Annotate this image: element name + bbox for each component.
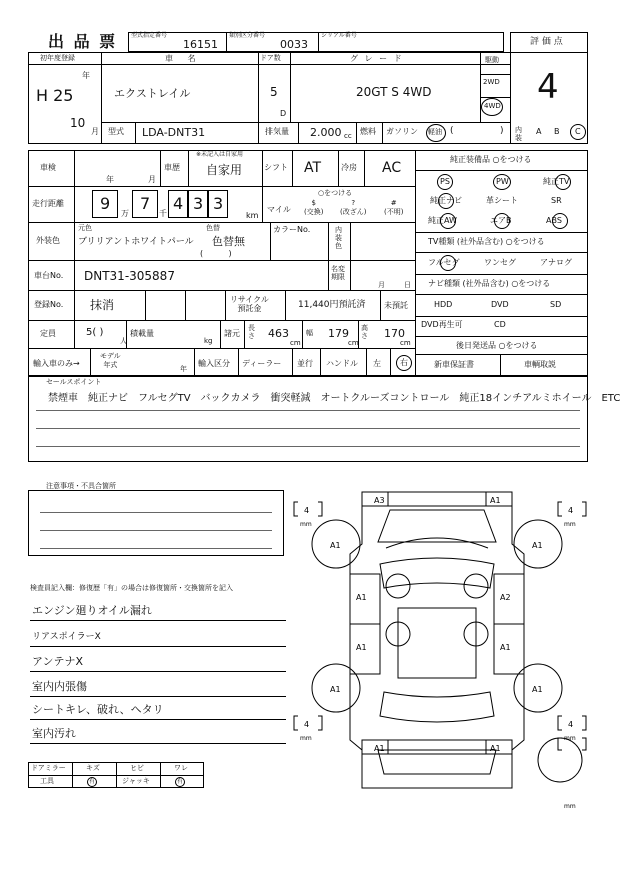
equip-abs-circle xyxy=(552,213,568,229)
odo-digit-3: 4 xyxy=(173,194,184,213)
navi-sd: SD xyxy=(550,300,562,309)
spare-mm: mm xyxy=(564,803,576,810)
inspection-nen: 年 xyxy=(106,175,114,184)
import-label: 輸入車のみ→ xyxy=(33,359,80,368)
displacement-value: 2.000 xyxy=(310,126,342,139)
tread-rl-mm: mm xyxy=(300,735,312,742)
odo-tampered: ? (改ざん) xyxy=(340,199,367,216)
equip-aw-circle xyxy=(440,213,456,229)
tread-rr: 4 xyxy=(568,720,574,729)
equip-pw: PW xyxy=(496,177,509,186)
car-name: エクストレイル xyxy=(114,87,191,100)
equip-ps-circle xyxy=(437,174,453,190)
equip-airbag: エアB xyxy=(490,216,512,225)
equip-aw: 純正AW xyxy=(428,216,457,225)
sales-point-label: セールスポイント xyxy=(46,378,102,386)
mark-door-fl: A1 xyxy=(356,593,367,602)
drive-label: 駆動 xyxy=(485,56,499,64)
interior-b: B xyxy=(554,127,560,136)
navi-cd: CD xyxy=(494,320,506,329)
first-reg-era: H 25 xyxy=(36,86,74,105)
import-parallel: 並行 xyxy=(297,359,313,368)
interior-label: 内装 xyxy=(515,126,522,142)
odo-sen: 千 xyxy=(159,209,167,218)
name-change-tsuki: 月 xyxy=(378,281,385,289)
mark-door-fr: A2 xyxy=(500,593,511,602)
repaint-label: 色替 xyxy=(206,224,220,232)
car-name-label: 車 名 xyxy=(165,54,202,63)
length-value: 463 xyxy=(268,327,289,340)
drive-2wd: 2WD xyxy=(483,78,500,86)
recycle-label: リサイクル 預託金 xyxy=(230,295,269,313)
cc-unit: cc xyxy=(344,132,352,140)
score-label: 評 価 点 xyxy=(530,37,563,47)
sheet-title: 出 品 票 xyxy=(48,32,118,51)
inspection-label: 車検 xyxy=(40,163,56,172)
mark-tire-rl: A1 xyxy=(330,685,341,694)
equip-leather: 革シート xyxy=(486,196,518,205)
width-value: 179 xyxy=(328,327,349,340)
load-label: 積載量 xyxy=(130,329,154,338)
sales-point-box xyxy=(28,376,588,462)
displacement-label: 排気量 xyxy=(265,127,289,136)
height-label: 高 さ xyxy=(361,324,368,340)
navi-dvd-play: DVD再生可 xyxy=(421,320,463,329)
length-label: 長 さ xyxy=(248,324,255,340)
interior-a: A xyxy=(536,127,542,136)
tv-analog: アナログ xyxy=(540,258,572,267)
kata-label: 型式指定番号 xyxy=(131,32,168,39)
height-cm: cm xyxy=(400,339,411,347)
tools-h4: ワレ xyxy=(174,764,188,772)
dims-label: 諸元 xyxy=(224,329,240,338)
serial-label: シリアル番号 xyxy=(321,32,357,39)
registration-label: 登録No. xyxy=(34,300,64,309)
navi-hdd: HDD xyxy=(434,300,453,309)
recycle-unpaid: 未預託 xyxy=(384,301,408,310)
name-change-label: 名変 期限 xyxy=(331,265,345,281)
odo-digit-1: 9 xyxy=(100,194,111,213)
first-reg-label: 初年度登録 xyxy=(40,54,75,62)
tv-fullseg-circle xyxy=(440,255,456,271)
equip-abs: ABS xyxy=(546,216,562,225)
note-item-5: シートキレ、破れ、ヘタリ xyxy=(32,703,164,716)
docs-title: 後日発送品 ○をつける xyxy=(456,341,538,350)
first-reg-month: 10 xyxy=(70,116,86,130)
navi-title: ナビ種類 (社外品含む) ○をつける xyxy=(428,279,551,288)
model-label: 型式 xyxy=(108,127,124,136)
import-dealer: ディーラー xyxy=(242,359,282,368)
note-item-1: エンジン廻りオイル漏れ xyxy=(32,604,152,617)
tread-fr-mm: mm xyxy=(564,521,576,528)
tv-title: TV種類 (社外品含む) ○をつける xyxy=(428,237,545,246)
equipment-title: 純正装備品 ○をつける xyxy=(450,155,532,164)
original-color-label: 元色 xyxy=(78,224,92,232)
tread-rr-mm: mm xyxy=(564,735,576,742)
door-count: 5 xyxy=(270,85,278,99)
model-year-label: モデル 年式 xyxy=(100,352,121,369)
model-year-nen: 年 xyxy=(180,365,187,373)
spare-tire xyxy=(538,738,582,782)
sales-point-text: 禁煙車 純正ナビ フルセグTV バックカメラ 衝突軽減 オートクルーズコントロール 純正18インチアルミホイール ETC xyxy=(48,393,621,404)
tools-h1: ドアミラー xyxy=(31,764,66,772)
fuel-paren-l: ( xyxy=(450,126,454,136)
note-item-6: 室内汚れ xyxy=(32,727,76,740)
odo-exchange: $ (交換) xyxy=(304,199,324,216)
import-kubun-label: 輸入区分 xyxy=(198,359,230,368)
ruibetsu-label: 類別区分番号 xyxy=(229,32,266,39)
door-label: ドア数 xyxy=(260,54,281,62)
tread-fr: 4 xyxy=(568,506,574,515)
odo-unknown: # (不明) xyxy=(384,199,404,216)
docs-manual: 車輌取説 xyxy=(524,360,556,369)
first-reg-tsuki: 月 xyxy=(91,127,99,136)
color-label: 外装色 xyxy=(36,236,60,245)
width-cm: cm xyxy=(348,339,359,347)
tools-h2: キズ xyxy=(86,764,100,772)
mark-tire-rr: A1 xyxy=(532,685,543,694)
width-label: 幅 xyxy=(306,329,313,337)
color-no-label: カラーNo. xyxy=(273,225,311,234)
door-suffix: D xyxy=(280,109,287,118)
first-reg-nen: 年 xyxy=(82,71,90,80)
mileage-label: 走行距離 xyxy=(32,199,64,208)
equip-airbag-circle xyxy=(494,213,510,229)
tools-tool: 工具 xyxy=(40,777,54,785)
equip-tv-circle xyxy=(555,174,571,190)
cooling-value: AC xyxy=(382,160,402,176)
note-item-3: アンテナX xyxy=(32,655,84,668)
capacity-unit: 人 xyxy=(120,337,127,345)
grade-value: 20GT S 4WD xyxy=(356,85,432,99)
recycle-value: 11,440円預託済 xyxy=(298,300,366,310)
inspector-note: 検査員記入欄：修復歴「有」の場合は修復箇所・交換箇所を記入 xyxy=(30,584,233,592)
tread-fl: 4 xyxy=(304,506,310,515)
tv-fullseg: フルセグ xyxy=(428,258,460,267)
capacity-label: 定員 xyxy=(40,329,56,338)
fuel-paren-r: ) xyxy=(500,126,504,136)
drive-4wd: 4WD xyxy=(484,102,501,110)
docs-warranty: 新車保証書 xyxy=(434,360,474,369)
odo-digit-2: 7 xyxy=(140,194,151,213)
notes-label: 注意事項・不具合箇所 xyxy=(46,482,116,490)
odo-circle-note: ○をつける xyxy=(318,189,353,197)
odo-man: 万 xyxy=(121,209,129,218)
odo-mile: マイル xyxy=(267,205,291,214)
mark-front-bumper: A3 xyxy=(374,496,385,505)
equip-ps: PS xyxy=(440,177,450,186)
tools-tool-yes: 有 xyxy=(89,778,96,785)
damage-diagram xyxy=(290,488,610,818)
registration-value: 抹消 xyxy=(90,298,115,312)
navi-dvd: DVD xyxy=(491,300,509,309)
handle-right: 右 xyxy=(400,358,408,367)
handle-left: 左 xyxy=(373,359,381,368)
ruibetsu-number: 0033 xyxy=(280,38,308,51)
shift-label: シフト xyxy=(264,163,288,172)
mark-tire-fl: A1 xyxy=(330,541,341,550)
usage-label: 車歴 xyxy=(164,163,180,172)
note-item-2: リアスポイラーX xyxy=(32,632,101,642)
tools-jack: ジャッキ xyxy=(122,777,150,785)
height-value: 170 xyxy=(384,327,405,340)
mark-front-right: A1 xyxy=(490,496,501,505)
length-cm: cm xyxy=(290,339,301,347)
capacity-value: 5( ) xyxy=(86,327,104,338)
usage-value: 自家用 xyxy=(206,163,243,177)
score-value: 4 xyxy=(537,67,559,107)
mark-rear-right: A1 xyxy=(490,744,501,753)
fuel-gasoline: ガソリン xyxy=(386,127,418,136)
name-change-hi: 日 xyxy=(404,281,411,289)
original-color: ブリリアントホワイトパール xyxy=(78,237,194,247)
odo-digit-5: 3 xyxy=(213,194,224,213)
repaint-paren: ( ) xyxy=(200,249,232,258)
chassis-label: 車台No. xyxy=(34,271,64,280)
interior-color-label: 内 装 色 xyxy=(335,226,342,250)
equip-tv: 純正TV xyxy=(543,177,570,186)
equip-sr: SR xyxy=(551,196,562,205)
mark-door-rr: A1 xyxy=(500,643,511,652)
tools-jack-yes: 有 xyxy=(177,778,184,785)
odo-digit-4: 3 xyxy=(193,194,204,213)
load-kg: kg xyxy=(204,337,213,345)
fuel-label: 燃料 xyxy=(360,127,376,136)
tread-rl: 4 xyxy=(304,720,310,729)
repaint-value: 色替無 xyxy=(212,235,245,248)
note-item-4: 室内内張傷 xyxy=(32,680,87,693)
shift-value: AT xyxy=(304,160,322,176)
grade-label: グ レ ー ド xyxy=(350,54,404,63)
cooling-label: 冷房 xyxy=(341,163,357,172)
fuel-diesel: 軽油 xyxy=(428,128,442,136)
notes-box xyxy=(28,490,284,556)
model-value: LDA-DNT31 xyxy=(142,126,206,139)
tread-fl-mm: mm xyxy=(300,521,312,528)
interior-c: C xyxy=(575,127,581,136)
handle-label: ハンドル xyxy=(326,359,358,368)
chassis-number: DNT31-305887 xyxy=(84,269,175,283)
tv-oneseg: ワンセグ xyxy=(484,258,516,267)
usage-note: ※未記入は自家用 xyxy=(196,151,244,158)
tools-h3: ヒビ xyxy=(130,764,144,772)
kata-number: 16151 xyxy=(183,38,218,51)
odo-km: km xyxy=(246,211,259,220)
equip-pw-circle xyxy=(493,174,511,190)
mark-tire-fr: A1 xyxy=(532,541,543,550)
mark-rear-left: A1 xyxy=(374,744,385,753)
inspection-tsuki: 月 xyxy=(148,175,156,184)
equip-navi: 純正ナビ xyxy=(430,196,462,205)
mark-door-rl: A1 xyxy=(356,643,367,652)
equip-navi-circle xyxy=(438,193,454,209)
